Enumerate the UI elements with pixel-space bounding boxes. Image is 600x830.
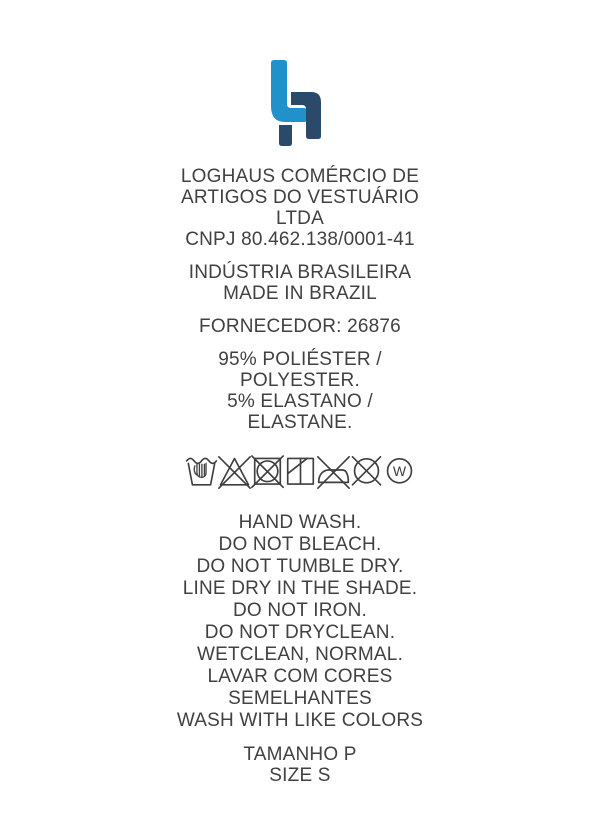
company-name-line-3: LTDA — [276, 208, 324, 229]
care-line-no-tumble-dry: DO NOT TUMBLE DRY. — [196, 556, 404, 577]
wetclean-icon — [383, 448, 416, 492]
care-line-wash-like-colors: WASH WITH LIKE COLORS — [176, 710, 424, 731]
composition-line-2: POLYESTER. — [240, 370, 360, 391]
company-name-line-2: ARTIGOS DO VESTUÁRIO — [180, 187, 419, 208]
hand-wash-icon — [185, 448, 218, 492]
size-line-pt: TAMANHO P — [243, 744, 357, 765]
care-line-no-dryclean: DO NOT DRYCLEAN. — [204, 622, 396, 643]
size-line-en: SIZE S — [269, 765, 331, 786]
company-cnpj: CNPJ 80.462.138/0001-41 — [185, 229, 415, 250]
line-dry-in-shade-icon — [284, 448, 317, 492]
origin-info — [189, 262, 412, 304]
wetclean-letter: W — [392, 462, 406, 479]
company-info — [181, 166, 419, 250]
composition-line-1: 95% POLIÉSTER / — [218, 349, 382, 370]
origin-line-pt: INDÚSTRIA BRASILEIRA — [188, 262, 412, 283]
care-line-wetclean: WETCLEAN, NORMAL. — [196, 644, 404, 665]
do-not-tumble-dry-icon — [251, 448, 284, 492]
care-line-semelhantes: SEMELHANTES — [228, 688, 372, 709]
care-line-no-bleach: DO NOT BLEACH. — [218, 534, 382, 555]
care-symbols-row — [185, 448, 416, 492]
logo-dark-navy-foot — [279, 125, 292, 146]
supplier-number: FORNECEDOR: 26876 — [199, 316, 401, 337]
care-instructions — [177, 512, 423, 732]
size-info — [243, 744, 356, 786]
composition-info — [218, 349, 382, 433]
logo-light-blue-stroke — [271, 60, 307, 122]
do-not-iron-icon — [317, 448, 350, 492]
do-not-dryclean-icon — [350, 448, 383, 492]
origin-line-en: MADE IN BRAZIL — [223, 283, 377, 304]
do-not-bleach-icon — [218, 448, 251, 492]
care-line-no-iron: DO NOT IRON. — [233, 600, 367, 621]
care-line-hand-wash: HAND WASH. — [238, 512, 362, 533]
composition-line-4: ELASTANE. — [247, 412, 353, 433]
care-line-line-dry-shade: LINE DRY IN THE SHADE. — [182, 578, 418, 599]
company-name-line-1: LOGHAUS COMÉRCIO DE — [180, 166, 420, 187]
care-line-lavar-cores: LAVAR COM CORES — [207, 666, 393, 687]
supplier-info — [199, 316, 401, 337]
composition-line-3: 5% ELASTANO / — [227, 391, 373, 412]
loghaus-logo — [261, 56, 339, 150]
